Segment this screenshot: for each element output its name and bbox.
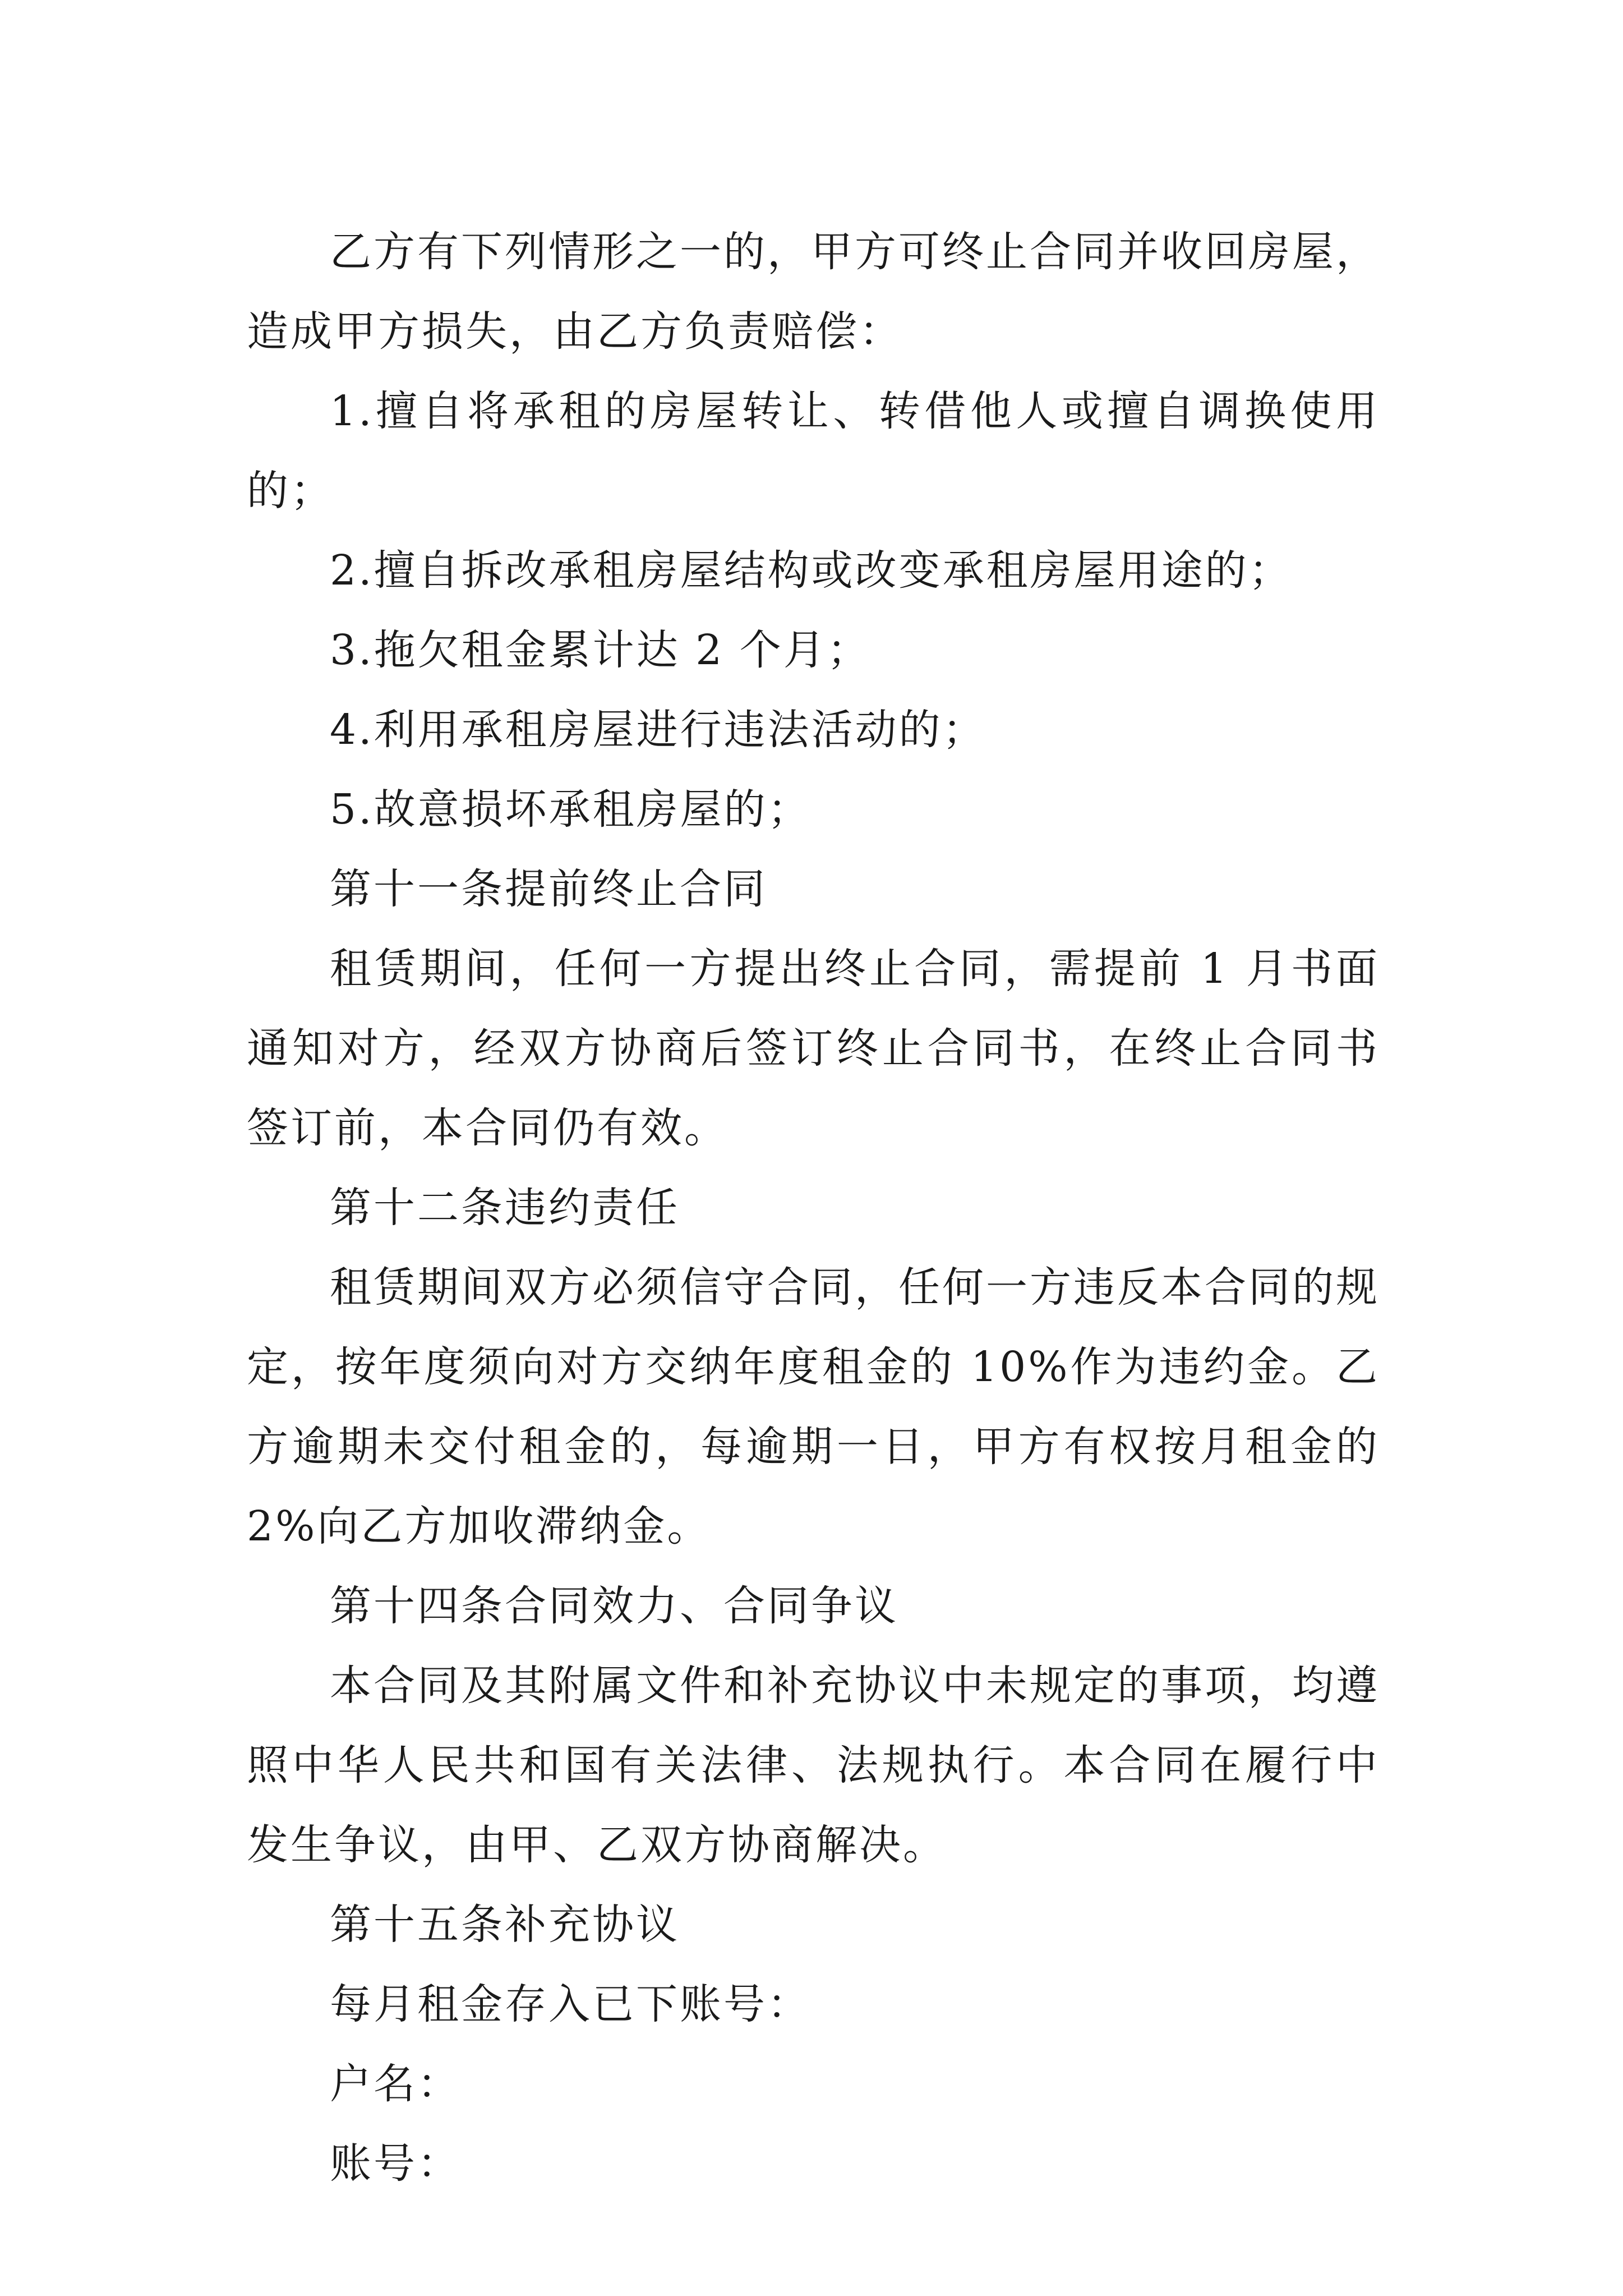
section-heading-12: 第十二条违约责任 — [330, 1184, 680, 1232]
section-heading-14: 第十四条合同效力、合同争议 — [330, 1582, 898, 1630]
section-heading-15: 第十五条补充协议 — [330, 1901, 680, 1949]
list-item-2: 2.擅自拆改承租房屋结构或改变承租房屋用途的； — [330, 546, 1293, 595]
paragraph-deposit-account: 每月租金存入已下账号： — [330, 1980, 811, 2028]
paragraph-contract-validity: 本合同及其附属文件和补充协议中未规定的事项，均遵照中华人民共和国有关法律、法规执行。本合同在履行中发生争议，由甲、乙双方协商解决。 — [247, 1662, 1380, 1869]
contract-body — [247, 212, 1380, 2203]
paragraph-termination-conditions: 乙方有下列情形之一的，甲方可终止合同并收回房屋，造成甲方损失，由乙方负责赔偿： — [247, 228, 1380, 356]
list-item-3: 3.拖欠租金累计达 2 个月； — [330, 626, 871, 674]
account-name-label: 户名： — [330, 2060, 461, 2108]
list-item-5: 5.故意损坏承租房屋的； — [330, 785, 811, 834]
paragraph-early-termination: 租赁期间，任何一方提出终止合同，需提前 1 月书面通知对方，经双方协商后签订终止合同书，在终止合同书签订前，本合同仍有效。 — [247, 945, 1380, 1152]
section-heading-11: 第十一条提前终止合同 — [330, 865, 767, 913]
list-item-4: 4.利用承租房屋进行违法活动的； — [330, 706, 986, 754]
paragraph-breach-liability: 租赁期间双方必须信守合同，任何一方违反本合同的规定，按年度须向对方交纳年度租金的 10%作为违约金。乙方逾期未交付租金的，每逾期一日，甲方有权按月租金的 2%向乙方加收滞纳金。 — [247, 1263, 1380, 1550]
list-item-1: 1.擅自将承租的房屋转让、转借他人或擅自调换使用的； — [247, 387, 1380, 515]
account-number-label: 账号： — [330, 2139, 461, 2188]
